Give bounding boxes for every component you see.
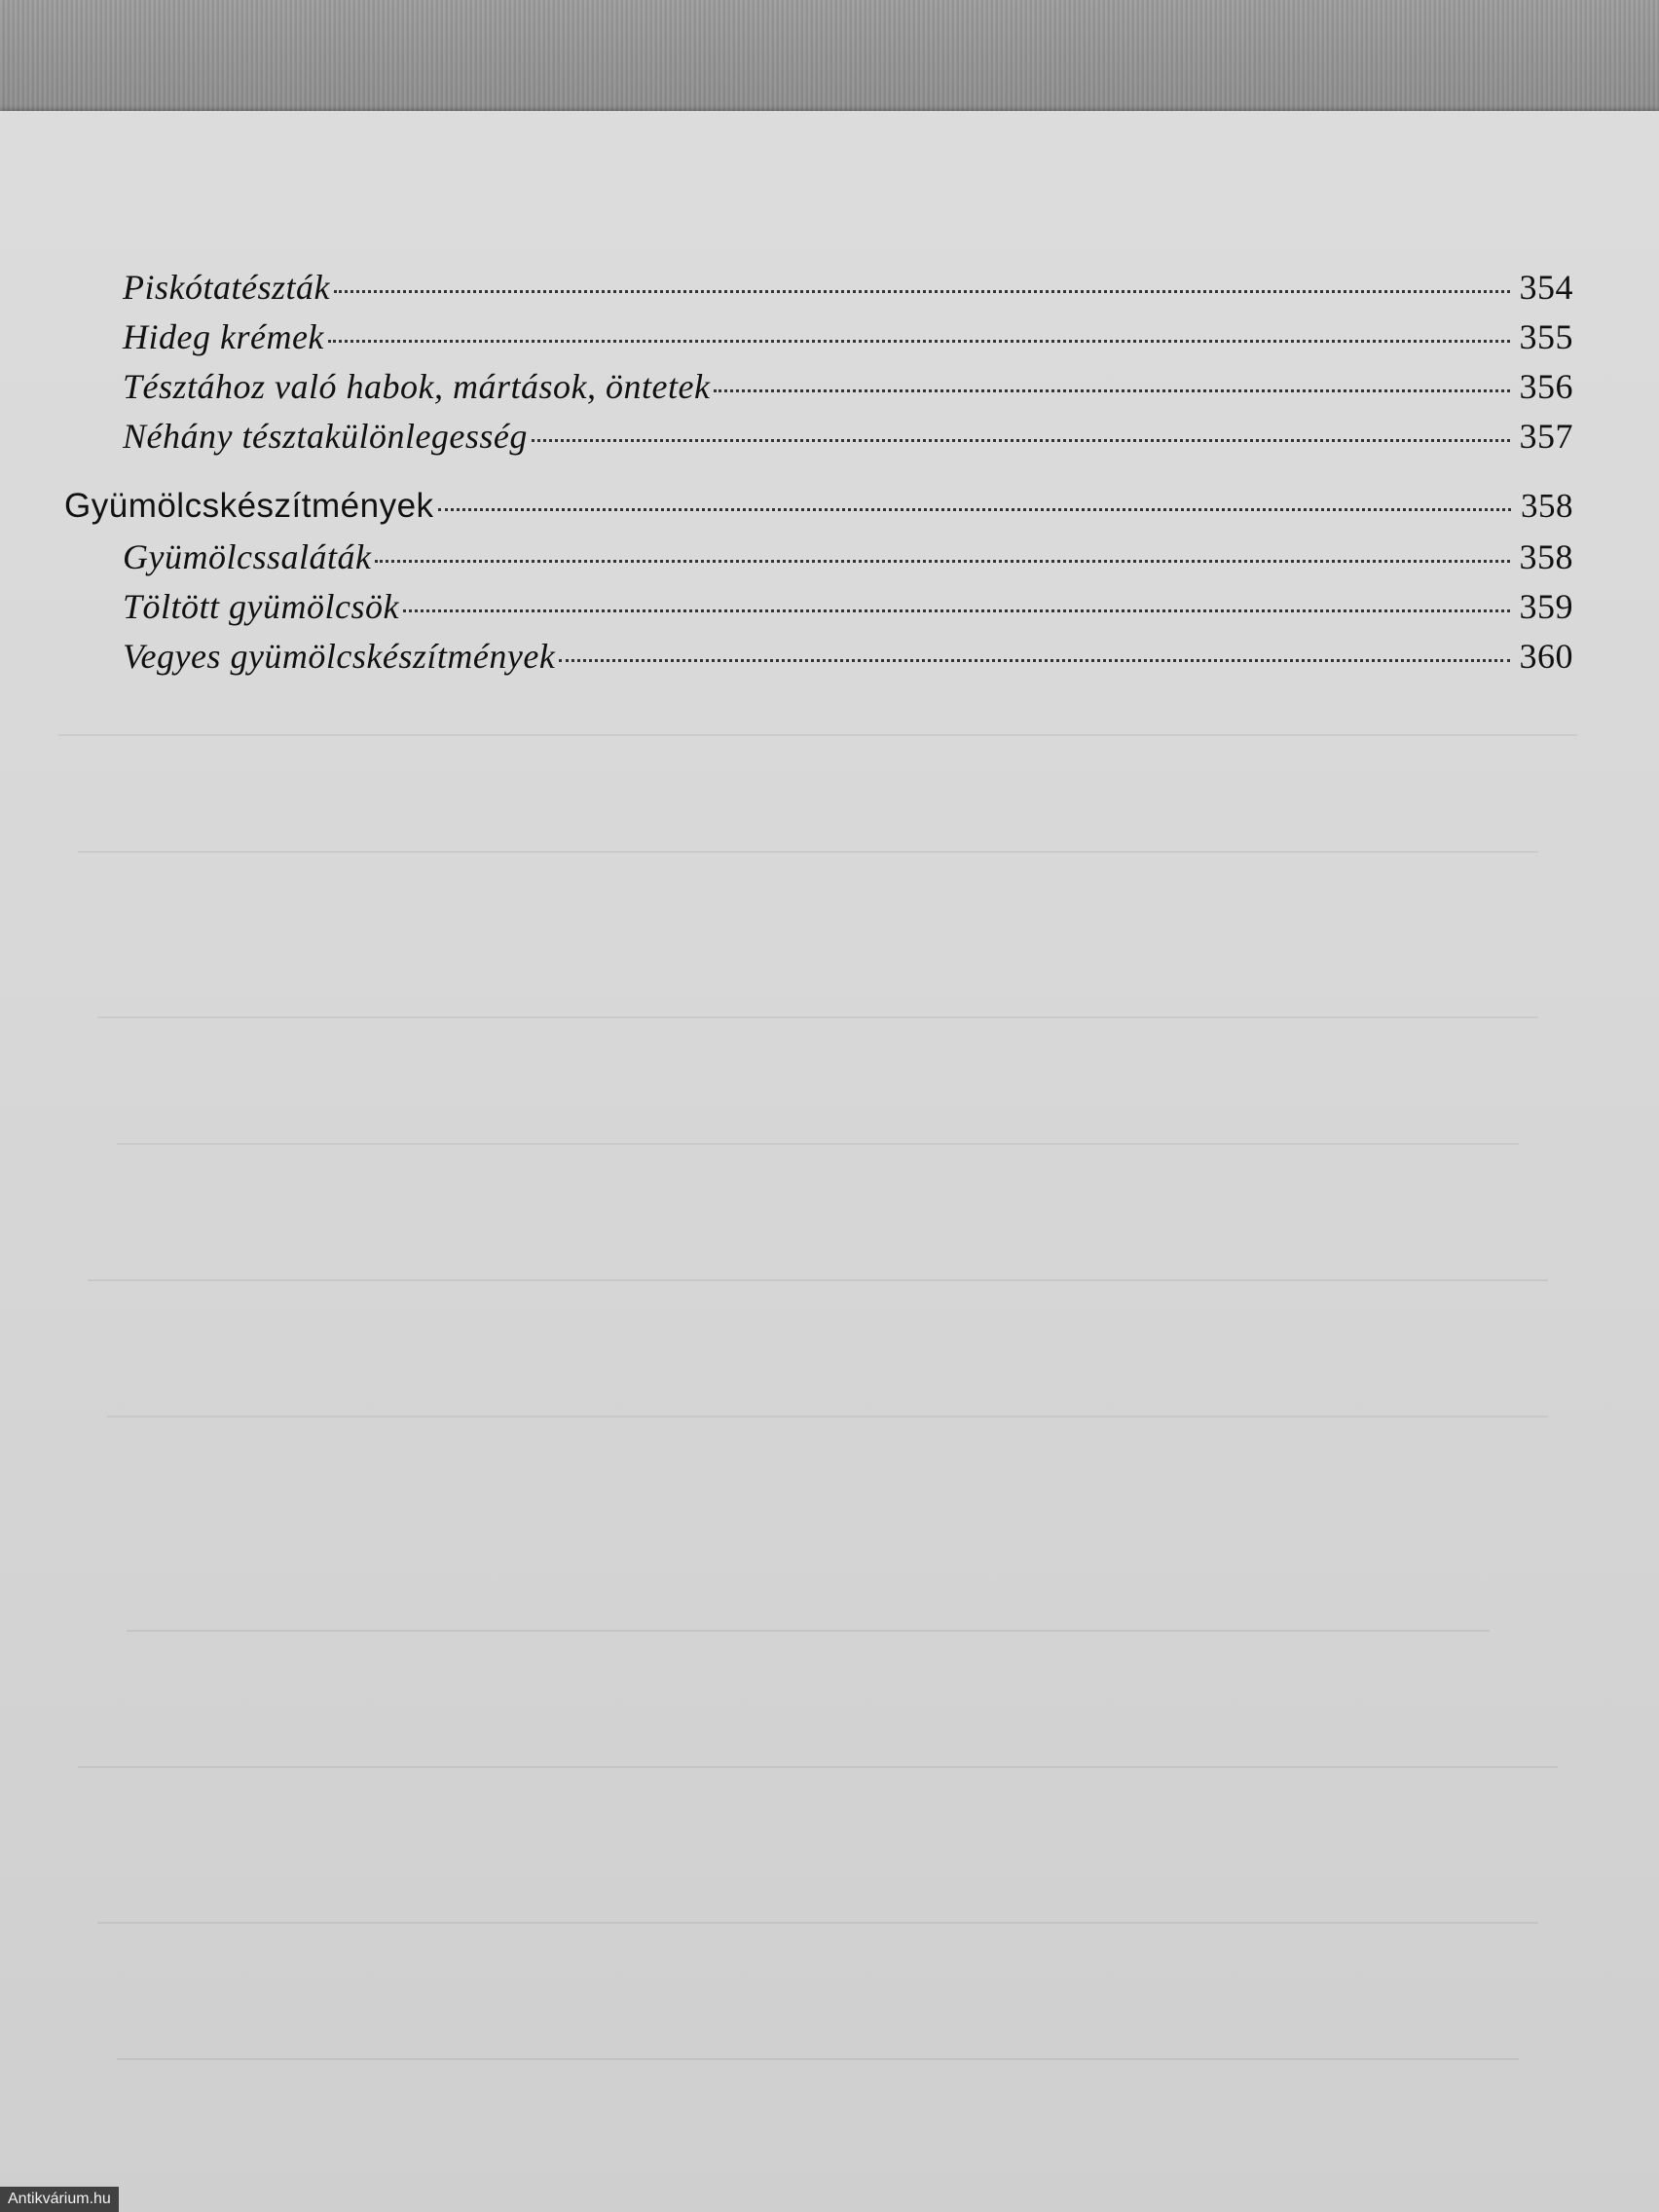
toc-entry-page: 359 <box>1519 587 1573 626</box>
toc-entry <box>123 267 1573 315</box>
show-through-line <box>78 851 1538 853</box>
toc-section <box>64 487 1573 535</box>
toc-entry <box>123 416 1573 464</box>
dot-leader <box>328 340 1510 343</box>
show-through-line <box>117 2058 1519 2060</box>
dot-leader <box>334 290 1510 293</box>
toc-entry-page: 354 <box>1519 268 1573 307</box>
toc-entry-page: 358 <box>1519 537 1573 576</box>
watermark-label: Antikvárium.hu <box>0 2187 119 2212</box>
toc-section-title: Gyümölcskészítmények <box>64 487 434 525</box>
toc-entry <box>123 536 1573 585</box>
dot-leader <box>559 659 1509 662</box>
show-through-line <box>97 1016 1538 1018</box>
toc-section-page: 358 <box>1521 487 1573 525</box>
toc-entry-title: Gyümölcssaláták <box>123 537 372 576</box>
show-through-line <box>58 734 1577 736</box>
dot-leader <box>714 389 1509 392</box>
show-through-line <box>88 1279 1548 1281</box>
toc-entry-page: 355 <box>1519 317 1573 356</box>
toc-entry <box>123 316 1573 365</box>
toc-entry <box>123 636 1573 684</box>
toc-entry <box>123 586 1573 635</box>
show-through-line <box>127 1630 1490 1632</box>
toc-entry-page: 360 <box>1519 637 1573 676</box>
show-through-line <box>78 1766 1558 1768</box>
show-through-line <box>117 1143 1519 1145</box>
toc-entry-title: Tésztához való habok, mártások, öntetek <box>123 367 711 406</box>
show-through-line <box>97 1922 1538 1924</box>
toc-entry <box>123 366 1573 415</box>
show-through-line <box>107 1416 1548 1418</box>
book-page <box>0 111 1659 2212</box>
toc-entry-title: Hideg krémek <box>123 317 324 356</box>
toc-entry-page: 356 <box>1519 367 1573 406</box>
toc-entry-title: Vegyes gyümölcskészítmények <box>123 637 556 676</box>
dot-leader <box>438 508 1511 511</box>
toc-entry-page: 357 <box>1519 417 1573 456</box>
toc-entry-title: Piskótatészták <box>123 268 330 307</box>
dot-leader <box>403 609 1510 612</box>
toc-entry-title: Néhány tésztakülönlegesség <box>123 417 528 456</box>
dot-leader <box>375 560 1509 563</box>
toc-entry-title: Töltött gyümölcsök <box>123 587 399 626</box>
dot-leader <box>532 439 1510 442</box>
